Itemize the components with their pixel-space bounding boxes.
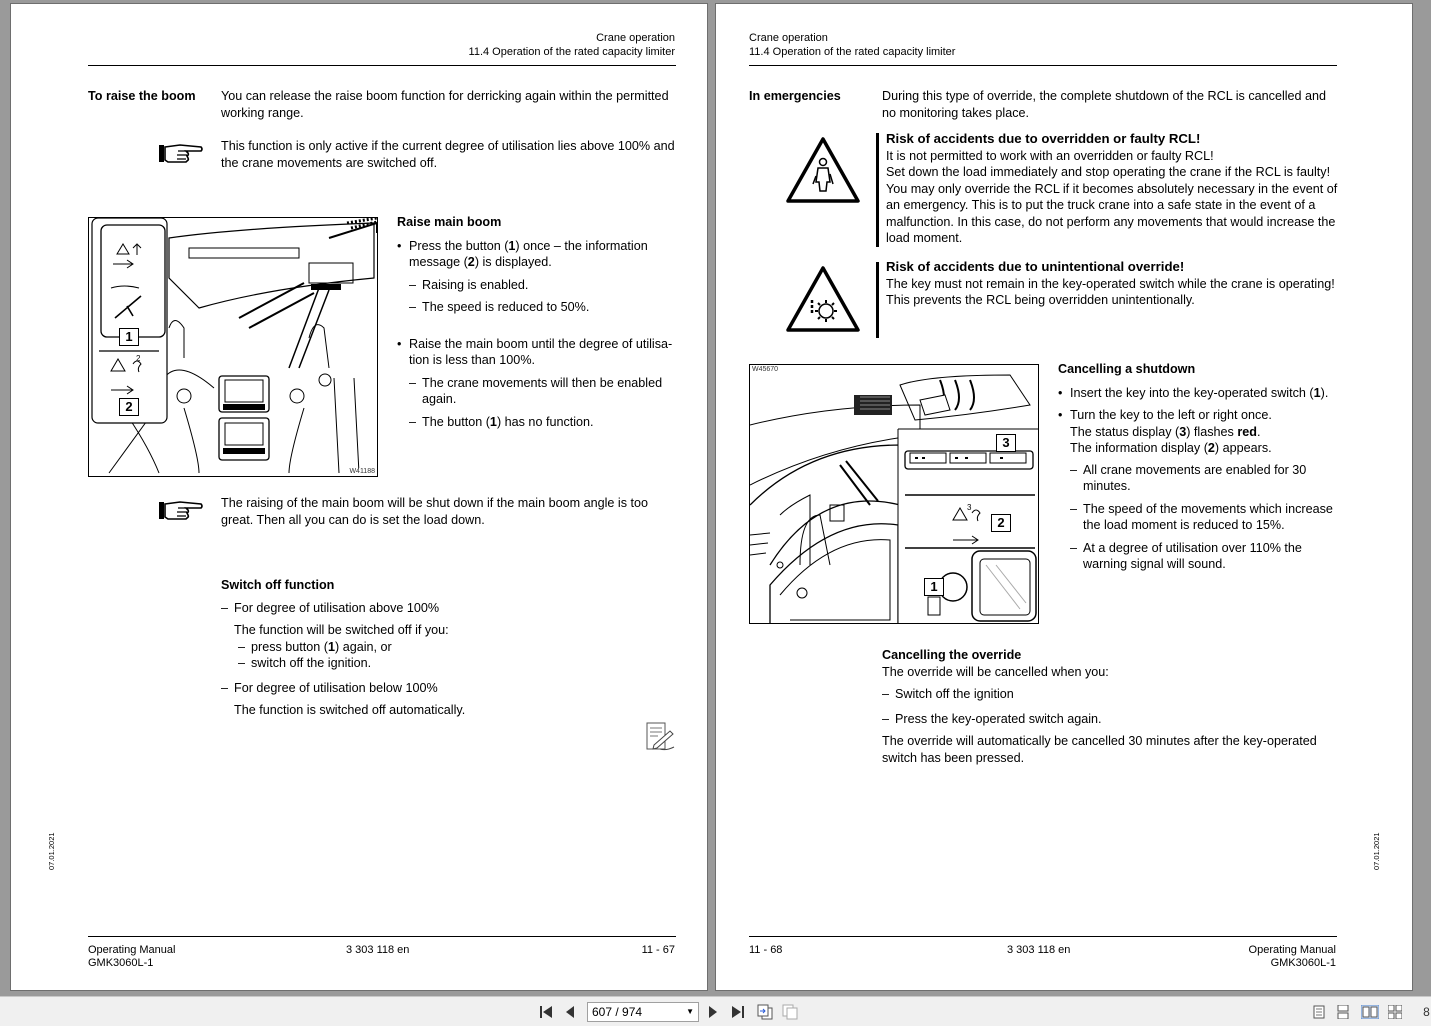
footer-rule	[749, 936, 1337, 937]
emergencies-heading: In emergencies	[749, 89, 841, 103]
switch-off-item-1: – press button (1) again, or	[238, 639, 661, 656]
switch-off-above: – For degree of utilisation above 100%	[221, 600, 661, 617]
raise-main-boom-heading: Raise main boom	[397, 215, 502, 229]
raise-result-4: – The button (1) has no function.	[409, 414, 682, 431]
first-page-icon[interactable]	[538, 1004, 554, 1020]
history-back-icon[interactable]	[756, 1004, 774, 1020]
cancel-step-2: • Turn the key to the left or right once. The status display (3) flashes red. The information display (2) appears.	[1058, 407, 1344, 457]
raise-result-1: – Raising is enabled.	[409, 277, 682, 294]
warning-unintentional-override: Risk of accidents due to unintentional override! The key must not remain in the key-operated switch while the crane is operating! This prevents the RCL being overridden unintentionally.	[886, 259, 1335, 307]
switch-off-above-text: The function will be switched off if you:	[234, 623, 449, 637]
zoom-level[interactable]: 8	[1423, 1005, 1430, 1019]
header-rule	[749, 65, 1337, 66]
warning-gear-icon	[785, 265, 861, 333]
note1-text: This function is only active if the current degree of utilisation lies above 100% and the crane movements are switched off.	[221, 139, 675, 170]
history-forward-icon[interactable]	[781, 1004, 799, 1020]
cancel-step-1: • Insert the key into the key-operated switch (1).	[1058, 385, 1344, 402]
figure1-superscript: 2	[136, 354, 141, 363]
switch-off-below: – For degree of utilisation below 100%	[221, 680, 661, 697]
pointing-hand-icon	[158, 140, 204, 166]
raise-step-2: • Raise the main boom until the degree of utilisa-tion is less than 100%.	[397, 336, 682, 369]
warning-bar	[876, 133, 879, 247]
warning-person-icon	[785, 136, 861, 204]
raise-boom-text: You can release the raise boom function for derricking again within the permitted working range.	[221, 89, 669, 120]
emergencies-text: During this type of override, the complete shutdown of the RCL is cancelled and no monitoring takes place.	[882, 89, 1327, 120]
figure2-label-2: 2	[991, 514, 1011, 532]
last-page-icon[interactable]	[730, 1004, 746, 1020]
figure1-label-1: 1	[119, 328, 139, 346]
right-page	[715, 3, 1413, 991]
side-date: 07.01.2021	[47, 832, 56, 870]
header-section: Crane operation	[749, 32, 828, 44]
next-page-icon[interactable]	[706, 1004, 720, 1020]
header-subsection: 11.4 Operation of the rated capacity limiter	[749, 46, 956, 58]
page-header	[749, 31, 955, 59]
raise-result-2: – The speed is reduced to 50%.	[409, 299, 682, 316]
raise-main-boom-section	[397, 214, 682, 436]
figure1-id: W41188	[349, 468, 375, 475]
two-page-view-icon[interactable]	[1361, 1005, 1379, 1019]
continuous-view-icon[interactable]	[1336, 1005, 1350, 1019]
header-section: Crane operation	[596, 32, 675, 44]
side-date: 07.01.2021	[1372, 832, 1381, 870]
cancel-shutdown-section	[1058, 361, 1344, 579]
notes-icon	[644, 721, 676, 753]
cancel-override-after: The override will automatically be cancelled 30 minutes after the key-operated switch has been pressed.	[882, 734, 1317, 765]
warning-bar	[876, 262, 879, 338]
switch-off-heading: Switch off function	[221, 578, 335, 592]
warning-overridden-rcl: Risk of accidents due to overridden or faulty RCL! It is not permitted to work with an overridden or faulty RCL! Set down the load immediately and stop operating the crane if the RCL is faulty! You may only override the RCL if it becomes absolutely necessary in the event of an emergency. This is to put the truck crane into a safe state in the event of a malfunction. In this case, do not perform any movements that would increase the load moment.	[886, 131, 1338, 245]
cancel-override-text: The override will be cancelled when you:	[882, 664, 1109, 679]
left-page	[10, 3, 708, 991]
footer-page-number: 11 - 67	[641, 944, 675, 956]
footer-rule	[88, 936, 676, 937]
figure1-label-2: 2	[119, 398, 139, 416]
viewer-toolbar	[0, 996, 1431, 1026]
footer-doc-number: 3 303 118 en	[1007, 944, 1071, 956]
figure2-label-3: 3	[996, 434, 1016, 452]
switch-off-below-text: The function is switched off automatically.	[234, 703, 466, 717]
cancel-result-2: – The speed of the movements which increase the load moment is reduced to 15%.	[1070, 501, 1344, 534]
chevron-down-icon: ▼	[686, 1007, 694, 1016]
previous-page-icon[interactable]	[563, 1004, 577, 1020]
header-subsection: 11.4 Operation of the rated capacity limiter	[468, 46, 675, 58]
figure2-id: W45670	[752, 366, 779, 373]
page-number-select[interactable]: 607 / 974 ▼	[587, 1002, 699, 1022]
figure2-label-1: 1	[924, 578, 944, 596]
cancel-result-3: – At a degree of utilisation over 110% the warning signal will sound.	[1070, 540, 1344, 573]
cancel-shutdown-heading: Cancelling a shutdown	[1058, 362, 1196, 376]
switch-off-section	[221, 577, 661, 719]
cancel-override-heading: Cancelling the override	[882, 648, 1022, 662]
footer-doc-number: 3 303 118 en	[346, 944, 410, 956]
page-header	[469, 31, 675, 59]
single-page-view-icon[interactable]	[1312, 1005, 1326, 1019]
footer-manual: Operating Manual GMK3060L-1	[88, 944, 176, 969]
figure-key-switch	[749, 364, 1039, 624]
switch-off-item-2: – switch off the ignition.	[238, 655, 661, 672]
note2-text: The raising of the main boom will be shut down if the main boom angle is too great. Then all you can do is set the load down.	[221, 496, 649, 527]
cancel-result-1: – All crane movements are enabled for 30 minutes.	[1070, 462, 1344, 495]
header-rule	[88, 65, 676, 66]
two-page-continuous-icon[interactable]	[1388, 1005, 1402, 1019]
footer-page-number: 11 - 68	[749, 944, 783, 956]
figure2-superscript: 3	[967, 503, 972, 512]
cancel-override-section	[882, 647, 1342, 766]
raise-step-1: • Press the button (1) once – the information message (2) is displayed.	[397, 238, 682, 271]
footer-manual: Operating Manual GMK3060L-1	[1248, 944, 1336, 969]
raise-result-3: – The crane movements will then be enabled again.	[409, 375, 682, 408]
pointing-hand-icon	[158, 497, 204, 523]
figure-cab-panel	[88, 217, 378, 477]
raise-boom-heading: To raise the boom	[88, 89, 196, 103]
override-item-1: – Switch off the ignition	[882, 686, 1342, 703]
override-item-2: – Press the key-operated switch again.	[882, 711, 1342, 728]
